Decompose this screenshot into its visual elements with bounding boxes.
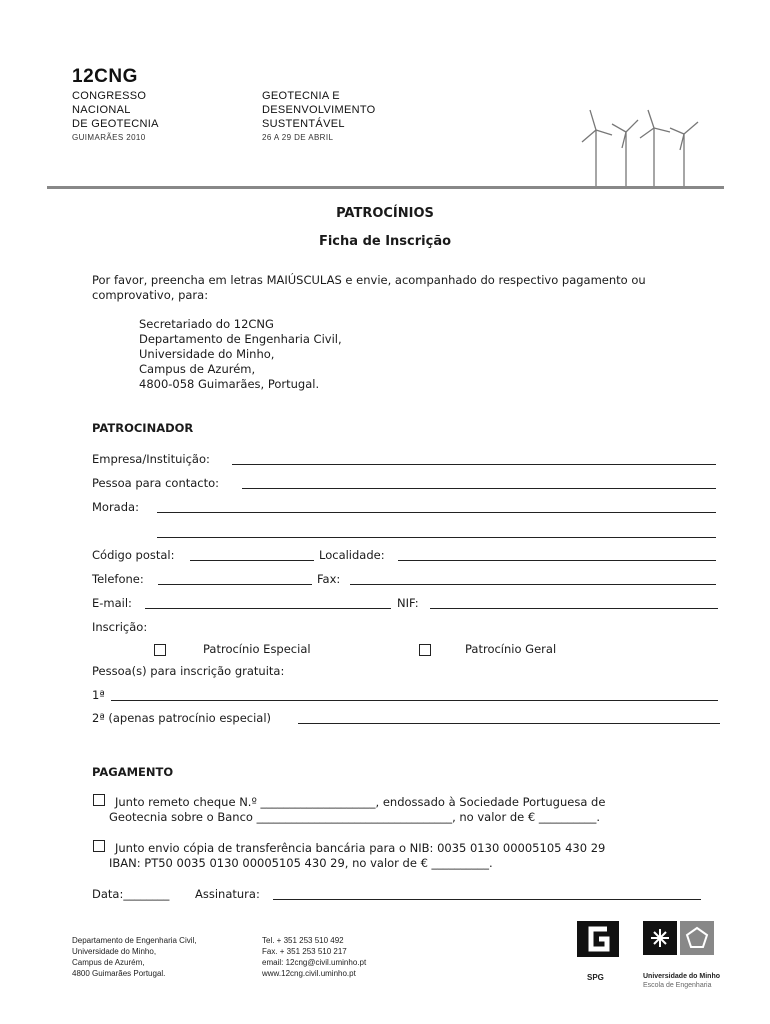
data-label: Data:________	[92, 887, 170, 901]
email-label: E-mail:	[92, 596, 132, 610]
contacto-label: Pessoa para contacto:	[92, 476, 220, 490]
footer-tel: Tel. + 351 253 510 492	[262, 936, 344, 945]
first-person-label: 1ª	[92, 688, 105, 702]
nif-label: NIF:	[397, 596, 419, 610]
footer-address-line: 4800 Guimarães Portugal.	[72, 969, 166, 978]
morada-label: Morada:	[92, 500, 139, 514]
fax-label: Fax:	[317, 572, 341, 586]
theme-line1: GEOTECNIA E	[262, 90, 340, 102]
localidade-label: Localidade:	[319, 548, 385, 562]
address-line: Secretariado do 12CNG	[139, 317, 274, 331]
transfer-checkbox[interactable]	[93, 840, 105, 852]
address-block	[139, 317, 342, 392]
cheque-line2: Geotecnia sobre o Banco __________________________________, no valor de € __________.	[109, 810, 600, 824]
congress-name-line3: DE GEOTECNIA	[72, 118, 159, 130]
um-name: Universidade do Minho	[643, 973, 721, 980]
transfer-line1: Junto envio cópia de transferência bancária para o NIB: 0035 0130 00005105 430 29	[115, 841, 606, 855]
morada-field[interactable]	[157, 512, 716, 513]
intro-line1: Por favor, preencha em letras MAIÚSCULAS e envie, acompanhado do respectivo pagamento ou	[92, 273, 646, 287]
assinatura-label: Assinatura:	[195, 887, 260, 901]
second-person-field[interactable]	[298, 723, 720, 724]
contacto-field[interactable]	[242, 488, 716, 489]
address-line: Departamento de Engenharia Civil,	[139, 332, 342, 346]
empresa-label: Empresa/Instituição:	[92, 452, 210, 466]
footer-address	[72, 935, 197, 979]
footer-address-line: Universidade do Minho,	[72, 947, 157, 956]
patrocinio-geral-checkbox[interactable]	[419, 644, 431, 656]
um-logo-light	[680, 921, 714, 955]
address-line: Campus de Azurém,	[139, 362, 256, 376]
header-divider	[47, 186, 724, 189]
wind-turbines-illustration	[580, 108, 700, 188]
patrocinio-especial-checkbox[interactable]	[154, 644, 166, 656]
first-person-field[interactable]	[111, 700, 718, 701]
patrocinio-especial-label: Patrocínio Especial	[203, 642, 311, 656]
theme-line3: SUSTENTÁVEL	[262, 118, 345, 130]
congress-name-line1: CONGRESSO	[72, 90, 147, 102]
gratuita-label: Pessoa(s) para inscrição gratuita:	[92, 664, 285, 678]
localidade-field[interactable]	[398, 560, 716, 561]
telefone-label: Telefone:	[92, 572, 144, 586]
footer-fax: Fax. + 351 253 510 217	[262, 947, 347, 956]
page-subtitle: Ficha de Inscrição	[318, 234, 452, 249]
morada-field-line2[interactable]	[157, 537, 716, 538]
footer-contacts	[262, 935, 366, 979]
theme-dates: 26 A 29 DE ABRIL	[262, 133, 334, 142]
page-title: PATROCÍNIOS	[336, 206, 434, 221]
cheque-checkbox[interactable]	[93, 794, 105, 806]
second-person-label: 2ª (apenas patrocínio especial)	[92, 711, 272, 725]
intro-line2: comprovativo, para:	[92, 288, 209, 302]
footer-website[interactable]: www.12cng.civil.uminho.pt	[262, 969, 356, 978]
sponsor-heading: PATROCINADOR	[92, 421, 194, 435]
footer-address-line: Departamento de Engenharia Civil,	[72, 936, 197, 945]
empresa-field[interactable]	[232, 464, 716, 465]
footer-address-line: Campus de Azurém,	[72, 958, 145, 967]
um-logo-dark	[643, 921, 677, 955]
cheque-line1: Junto remeto cheque N.º ____________________, endossado à Sociedade Portuguesa de	[115, 795, 606, 809]
payment-heading: PAGAMENTO	[92, 765, 174, 779]
footer-email[interactable]: email: 12cng@civil.uminho.pt	[262, 958, 367, 967]
spg-label: SPG	[587, 973, 604, 982]
inscricao-label: Inscrição:	[92, 620, 148, 634]
email-field[interactable]	[145, 608, 391, 609]
congress-logo-title: 12CNG	[72, 66, 138, 87]
telefone-field[interactable]	[158, 584, 312, 585]
spg-logo	[577, 921, 619, 957]
assinatura-field[interactable]	[273, 899, 701, 900]
address-line: Universidade do Minho,	[139, 347, 275, 361]
codigo-postal-field[interactable]	[190, 560, 314, 561]
um-star-icon	[643, 921, 677, 955]
congress-name-line2: NACIONAL	[72, 104, 131, 116]
address-line: 4800-058 Guimarães, Portugal.	[139, 377, 320, 391]
codigo-postal-label: Código postal:	[92, 548, 175, 562]
transfer-line2: IBAN: PT50 0035 0130 00005105 430 29, no valor de € __________.	[109, 856, 493, 870]
spg-g-icon	[577, 921, 619, 957]
fax-field[interactable]	[350, 584, 716, 585]
um-pentagon-icon	[680, 921, 714, 955]
nif-field[interactable]	[430, 608, 718, 609]
um-school: Escola de Engenharia	[643, 982, 712, 989]
congress-place: GUIMARÃES 2010	[72, 133, 146, 142]
theme-line2: DESENVOLVIMENTO	[262, 104, 376, 116]
patrocinio-geral-label: Patrocínio Geral	[465, 642, 557, 656]
